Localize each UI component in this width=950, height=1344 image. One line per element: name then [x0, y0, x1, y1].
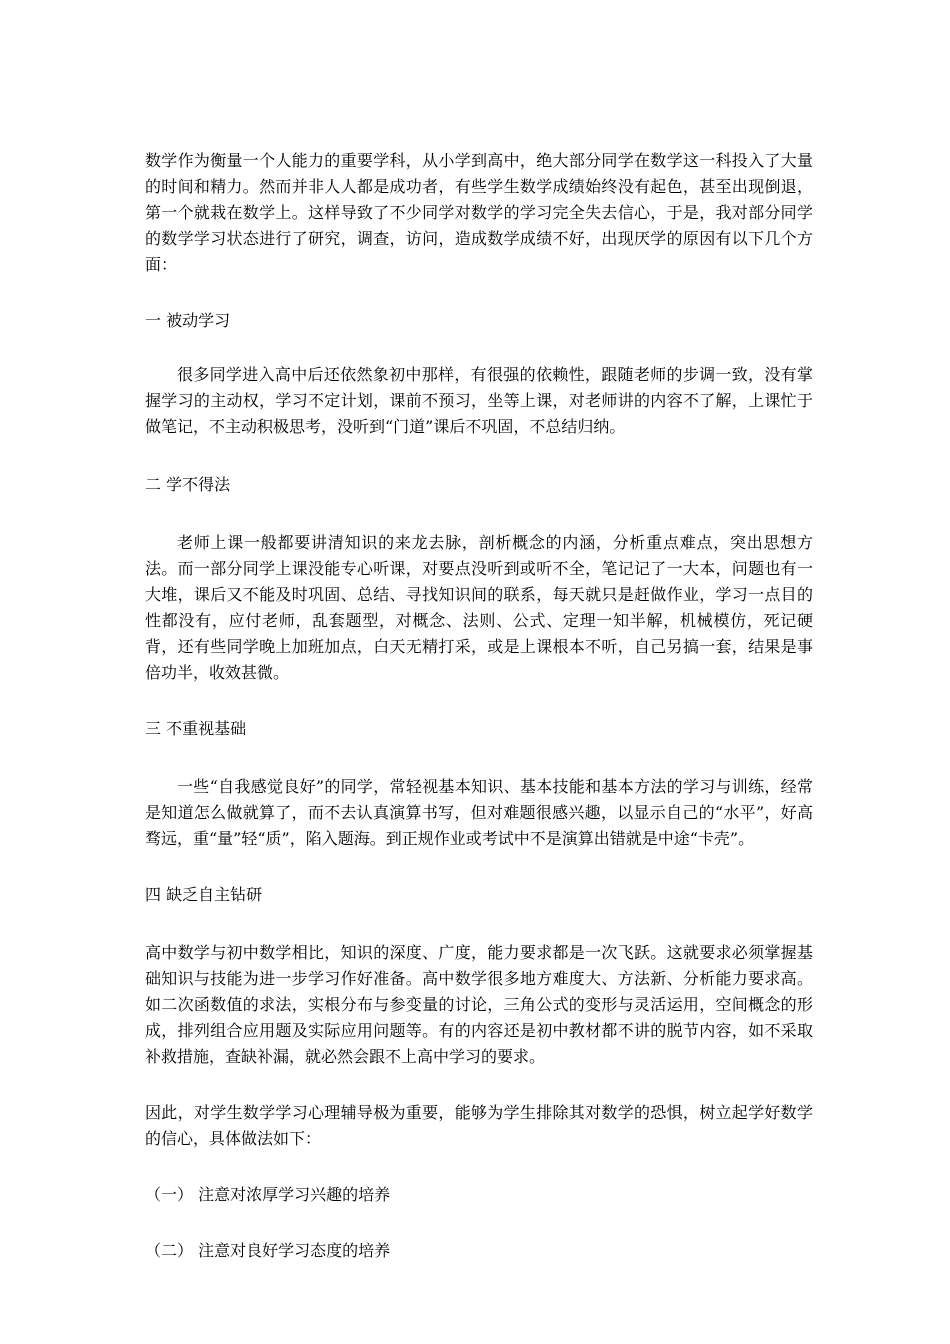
document-page: [145, 148, 813, 1264]
section-heading-passive-learning: 一 被动学习: [145, 311, 231, 330]
section-heading-lack-self-study: 四 缺乏自主钻研: [145, 885, 263, 904]
measure-item-attitude: （二） 注意对良好学习态度的培养: [145, 1241, 391, 1260]
section-body-neglect-basics: 一些“自我感觉良好”的同学，常轻视基本知识、基本技能和基本方法的学习与训练，经常是知道怎么做就算了，而不去认真演算书写，但对难题很感兴趣，以显示自己的“水平”，好高骛远，重“量”轻“质”，陷入题海。到正规作业或考试中不是演算出错就是中途“卡壳”。: [145, 777, 813, 848]
conclusion-paragraph: 因此，对学生数学学习心理辅导极为重要，能够为学生排除其对数学的恐惧，树立起学好数学的信心，具体做法如下：: [145, 1103, 813, 1148]
section-heading-wrong-method: 二 学不得法: [145, 475, 231, 494]
section-body-passive-learning: 很多同学进入高中后还依然象初中那样，有很强的依赖性，跟随老师的步调一致，没有掌握学习的主动权，学习不定计划，课前不预习，坐等上课，对老师讲的内容不了解，上课忙于做笔记，不主动积极思考，没听到“门道”课后不巩固，不总结归纳。: [145, 365, 813, 436]
intro-paragraph: 数学作为衡量一个人能力的重要学科，从小学到高中，绝大部分同学在数学这一科投入了大量的时间和精力。然而并非人人都是成功者，有些学生数学成绩始终没有起色，甚至出现倒退，第一个就栽在数学上。这样导致了不少同学对数学的学习完全失去信心，于是，我对部分同学的数学学习状态进行了研究，调查，访问，造成数学成绩不好，出现厌学的原因有以下几个方面：: [145, 151, 813, 274]
section-heading-neglect-basics: 三 不重视基础: [145, 719, 247, 738]
section-body-lack-self-study: 高中数学与初中数学相比，知识的深度、广度，能力要求都是一次飞跃。这就要求必须掌握基础知识与技能为进一步学习作好准备。高中数学很多地方难度大、方法新、分析能力要求高。如二次函数值的求法，实根分布与参变量的讨论，三角公式的变形与灵活运用，空间概念的形成，排列组合应用题及实际应用问题等。有的内容还是初中教材都不讲的脱节内容，如不采取补救措施，查缺补漏，就必然会跟不上高中学习的要求。: [145, 943, 813, 1066]
section-body-wrong-method: 老师上课一般都要讲清知识的来龙去脉，剖析概念的内涵，分析重点难点，突出思想方法。而一部分同学上课没能专心听课，对要点没听到或听不全，笔记记了一大本，问题也有一大堆，课后又不能及时巩固、总结、寻找知识间的联系，每天就只是赶做作业，学习一点目的性都没有，应付老师，乱套题型，对概念、法则、公式、定理一知半解，机械模仿，死记硬背，还有些同学晚上加班加点，白天无精打采，或是上课根本不听，自己另搞一套，结果是事倍功半，收效甚微。: [145, 533, 813, 682]
measure-item-interest: （一） 注意对浓厚学习兴趣的培养: [145, 1185, 391, 1204]
